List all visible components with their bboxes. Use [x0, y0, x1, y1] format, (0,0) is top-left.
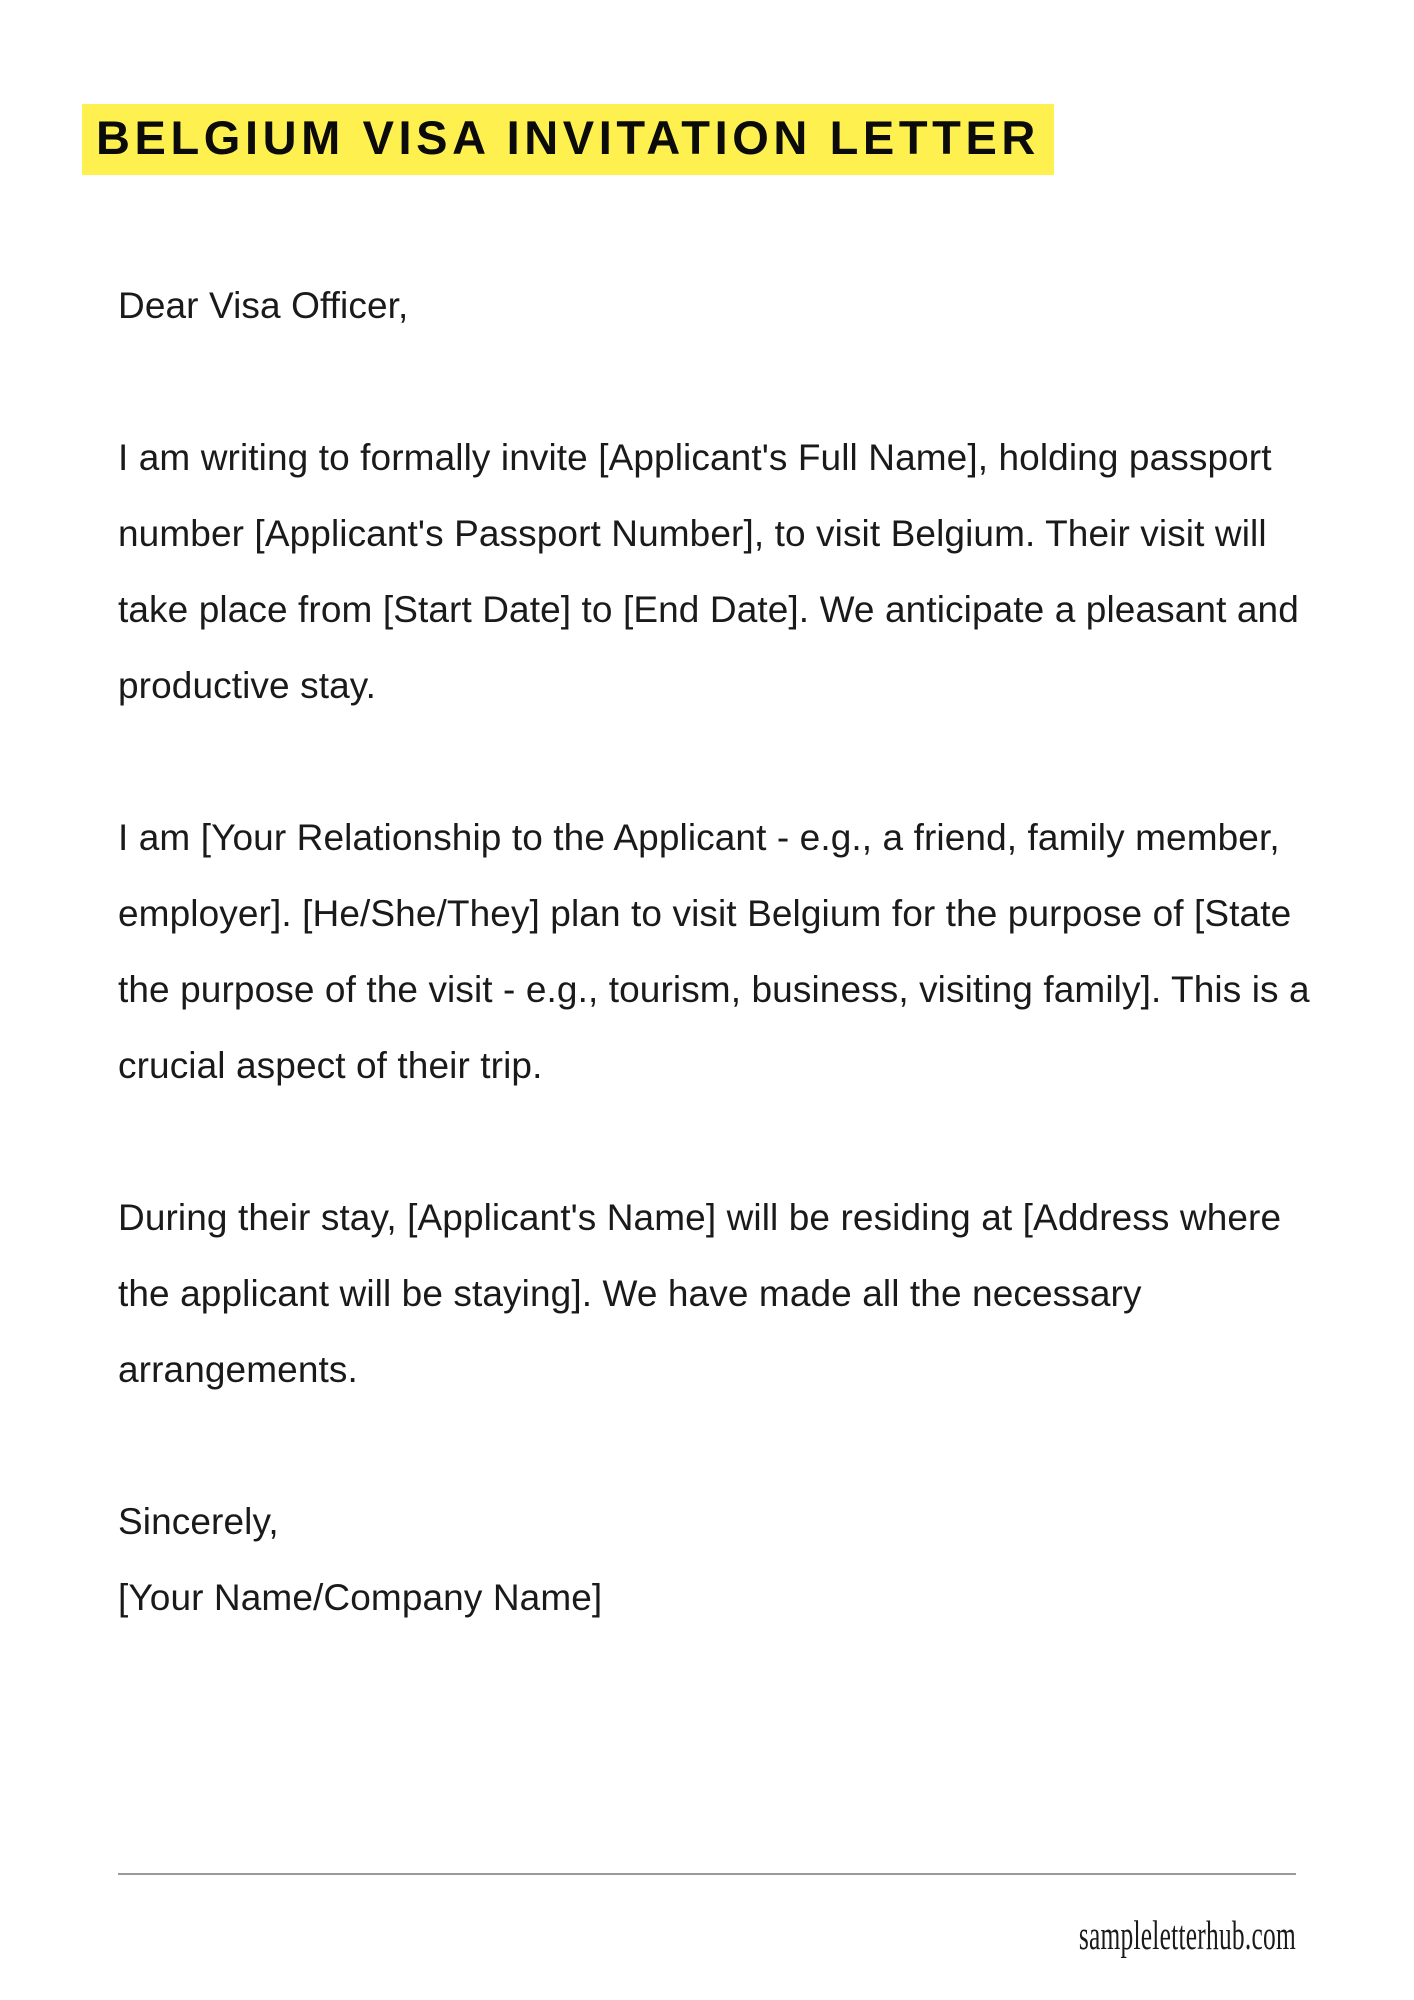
- paragraph-3: During their stay, [Applicant's Name] will be residing at [Address where the applicant will be staying]. We have made all the necessary arrangements.: [118, 1197, 1292, 1390]
- paragraph-1: I am writing to formally invite [Applicant's Full Name], holding passport number [Applicant's Passport Number], to visit Belgium. Their visit will take place from [Start Date] to [End Date]. We anticipate a pleasant and productive stay.: [118, 437, 1310, 706]
- salutation: Dear Visa Officer,: [118, 285, 409, 326]
- letter-body: [118, 268, 1323, 1636]
- footer-brand-watermark: sampleletterhub.com: [1078, 1912, 1296, 1958]
- closing: Sincerely,: [118, 1501, 279, 1542]
- footer: [118, 1873, 1296, 1959]
- footer-divider: [118, 1873, 1296, 1875]
- page-title: BELGIUM VISA INVITATION LETTER: [82, 104, 1054, 175]
- signature-name: [Your Name/Company Name]: [118, 1577, 603, 1618]
- page-title-block: [0, 104, 1414, 175]
- paragraph-2: I am [Your Relationship to the Applicant - e.g., a friend, family member, employer]. [He/She/They] plan to visit Belgium for the purpose of [State the purpose of the visit - e.g., tourism, business, visiting family]. This is a crucial aspect of their trip.: [118, 817, 1321, 1086]
